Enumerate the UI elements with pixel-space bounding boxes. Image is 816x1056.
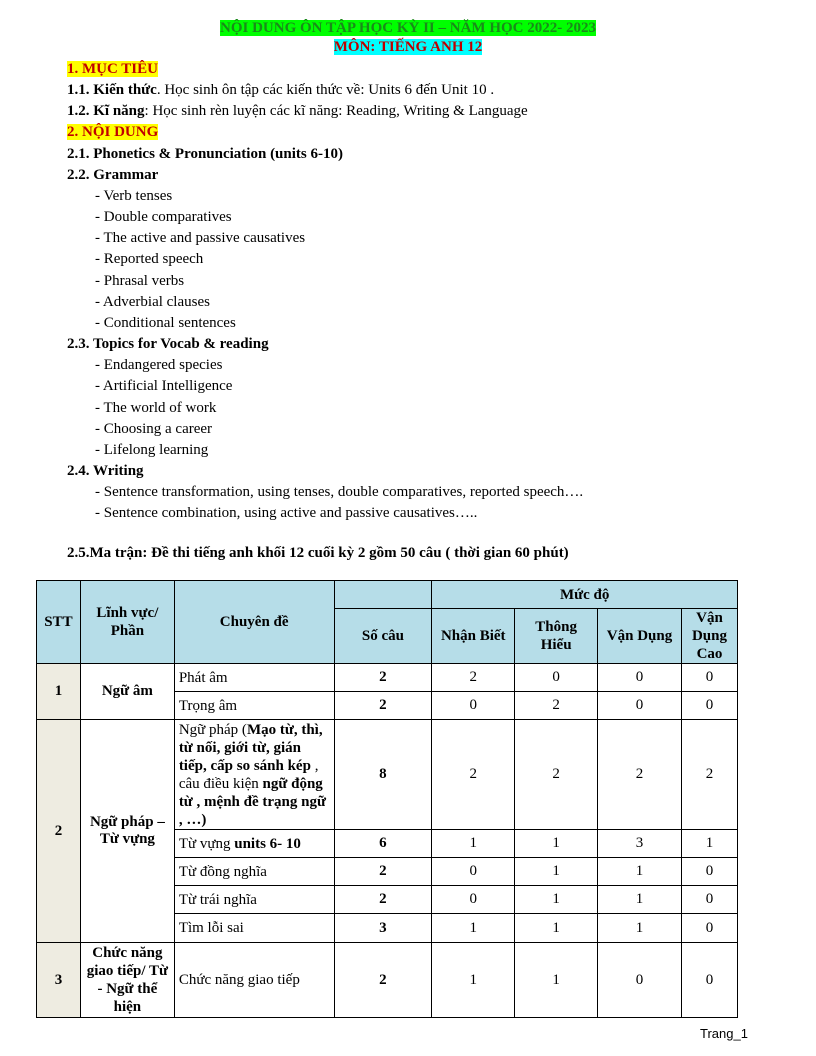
grammar-heading: 2.2. Grammar — [67, 167, 159, 183]
level-cell: 2 — [515, 720, 598, 830]
level-cell: 0 — [681, 664, 737, 692]
topic-cell: Từ đồng nghĩa — [174, 858, 334, 886]
matrix-heading: 2.5.Ma trận: Đề thi tiếng anh khối 12 cuối kỳ 2 gồm 50 câu ( thời gian 60 phút) — [67, 545, 569, 561]
section1-heading: 1. MỤC TIÊU — [67, 61, 158, 77]
count-cell: 2 — [334, 664, 432, 692]
topic-cell: Ngữ pháp (Mạo từ, thì, từ nối, giới từ, gián tiếp, cấp so sánh kép , câu điều kiện ngữ động từ , mệnh đề trạng ngữ , …) — [174, 720, 334, 830]
level-cell: 2 — [598, 720, 682, 830]
topics-heading: 2.3. Topics for Vocab & reading — [67, 336, 269, 352]
phonetics-heading: 2.1. Phonetics & Pronunciation (units 6-10) — [67, 146, 343, 162]
page-number: Trang_1 — [700, 1026, 748, 1041]
topic-cell: Phát âm — [174, 664, 334, 692]
level-cell: 1 — [598, 886, 682, 914]
level-cell: 1 — [598, 914, 682, 943]
grammar-item: - Reported speech — [95, 251, 204, 267]
count-cell: 2 — [334, 943, 432, 1018]
header-l2: Thông Hiểu — [515, 609, 598, 664]
header-l1: Nhận Biết — [432, 609, 515, 664]
level-cell: 0 — [598, 943, 682, 1018]
table-row — [37, 720, 738, 830]
level-cell: 3 — [598, 830, 682, 858]
level-cell: 1 — [598, 858, 682, 886]
count-cell: 6 — [334, 830, 432, 858]
level-cell: 0 — [432, 886, 515, 914]
topic-cell: Chức năng giao tiếp — [174, 943, 334, 1018]
level-cell: 0 — [681, 692, 737, 720]
topic-cell: Tìm lỗi sai — [174, 914, 334, 943]
header-count: Số câu — [334, 609, 432, 664]
topic-cell: Từ trái nghĩa — [174, 886, 334, 914]
grammar-item: - Verb tenses — [95, 188, 173, 204]
count-cell: 8 — [334, 720, 432, 830]
count-cell: 2 — [334, 886, 432, 914]
grammar-item: - The active and passive causatives — [95, 230, 306, 246]
knowledge-line: 1.1. Kiến thức. Học sinh ôn tập các kiến thức về: Units 6 đến Unit 10 . — [67, 82, 495, 98]
count-cell: 2 — [334, 858, 432, 886]
header-topic: Chuyên đề — [174, 581, 334, 664]
level-cell: 1 — [681, 830, 737, 858]
level-cell: 0 — [515, 664, 598, 692]
level-cell: 1 — [515, 914, 598, 943]
level-cell: 2 — [432, 664, 515, 692]
level-cell: 0 — [432, 692, 515, 720]
header-l3: Vận Dụng — [598, 609, 682, 664]
level-cell: 2 — [515, 692, 598, 720]
writing-heading: 2.4. Writing — [67, 463, 144, 479]
level-cell: 0 — [598, 692, 682, 720]
level-cell: 0 — [432, 858, 515, 886]
level-cell: 1 — [515, 830, 598, 858]
writing-item: - Sentence combination, using active and passive causatives….. — [95, 505, 478, 521]
section2-heading: 2. NỘI DUNG — [67, 124, 159, 140]
level-cell: 2 — [432, 720, 515, 830]
level-cell: 0 — [681, 914, 737, 943]
stt-cell: 3 — [37, 943, 81, 1018]
writing-item: - Sentence transformation, using tenses, double comparatives, reported speech…. — [95, 484, 584, 500]
level-cell: 0 — [681, 858, 737, 886]
level-cell: 1 — [432, 830, 515, 858]
topic-cell: Từ vựng units 6- 10 — [174, 830, 334, 858]
level-cell: 0 — [681, 886, 737, 914]
header-stt: STT — [37, 581, 81, 664]
header-blank — [334, 581, 432, 609]
level-cell: 0 — [598, 664, 682, 692]
header-l4: Vận Dụng Cao — [681, 609, 737, 664]
count-cell: 3 — [334, 914, 432, 943]
level-cell: 1 — [432, 943, 515, 1018]
stt-cell: 1 — [37, 664, 81, 720]
exam-matrix-table — [36, 580, 738, 1018]
table-row — [37, 664, 738, 692]
count-cell: 2 — [334, 692, 432, 720]
grammar-item: - Conditional sentences — [95, 315, 236, 331]
grammar-item: - Adverbial clauses — [95, 294, 210, 310]
topic-item: - Lifelong learning — [95, 442, 209, 458]
skills-line: 1.2. Kĩ năng: Học sinh rèn luyện các kĩ năng: Reading, Writing & Language — [67, 103, 528, 119]
topic-cell: Trọng âm — [174, 692, 334, 720]
stt-cell: 2 — [37, 720, 81, 943]
topic-item: - Choosing a career — [95, 421, 213, 437]
subject-title: MÔN: TIẾNG ANH 12 — [333, 39, 483, 55]
area-cell: Ngữ pháp – Từ vựng — [80, 720, 174, 943]
grammar-item: - Phrasal verbs — [95, 273, 185, 289]
document-title: NỘI DUNG ÔN TẬP HỌC KỲ II – NĂM HỌC 2022- 2023 — [220, 20, 596, 36]
topic-item: - The world of work — [95, 400, 217, 416]
header-level: Mức độ — [432, 581, 738, 609]
header-area: Lĩnh vực/ Phần — [80, 581, 174, 664]
table-row — [37, 943, 738, 1018]
grammar-item: - Double comparatives — [95, 209, 232, 225]
area-cell: Chức năng giao tiếp/ Từ - Ngữ thể hiện — [80, 943, 174, 1018]
level-cell: 2 — [681, 720, 737, 830]
level-cell: 1 — [432, 914, 515, 943]
level-cell: 0 — [681, 943, 737, 1018]
area-cell: Ngữ âm — [80, 664, 174, 720]
topic-item: - Artificial Intelligence — [95, 378, 233, 394]
level-cell: 1 — [515, 858, 598, 886]
topic-item: - Endangered species — [95, 357, 223, 373]
level-cell: 1 — [515, 886, 598, 914]
level-cell: 1 — [515, 943, 598, 1018]
